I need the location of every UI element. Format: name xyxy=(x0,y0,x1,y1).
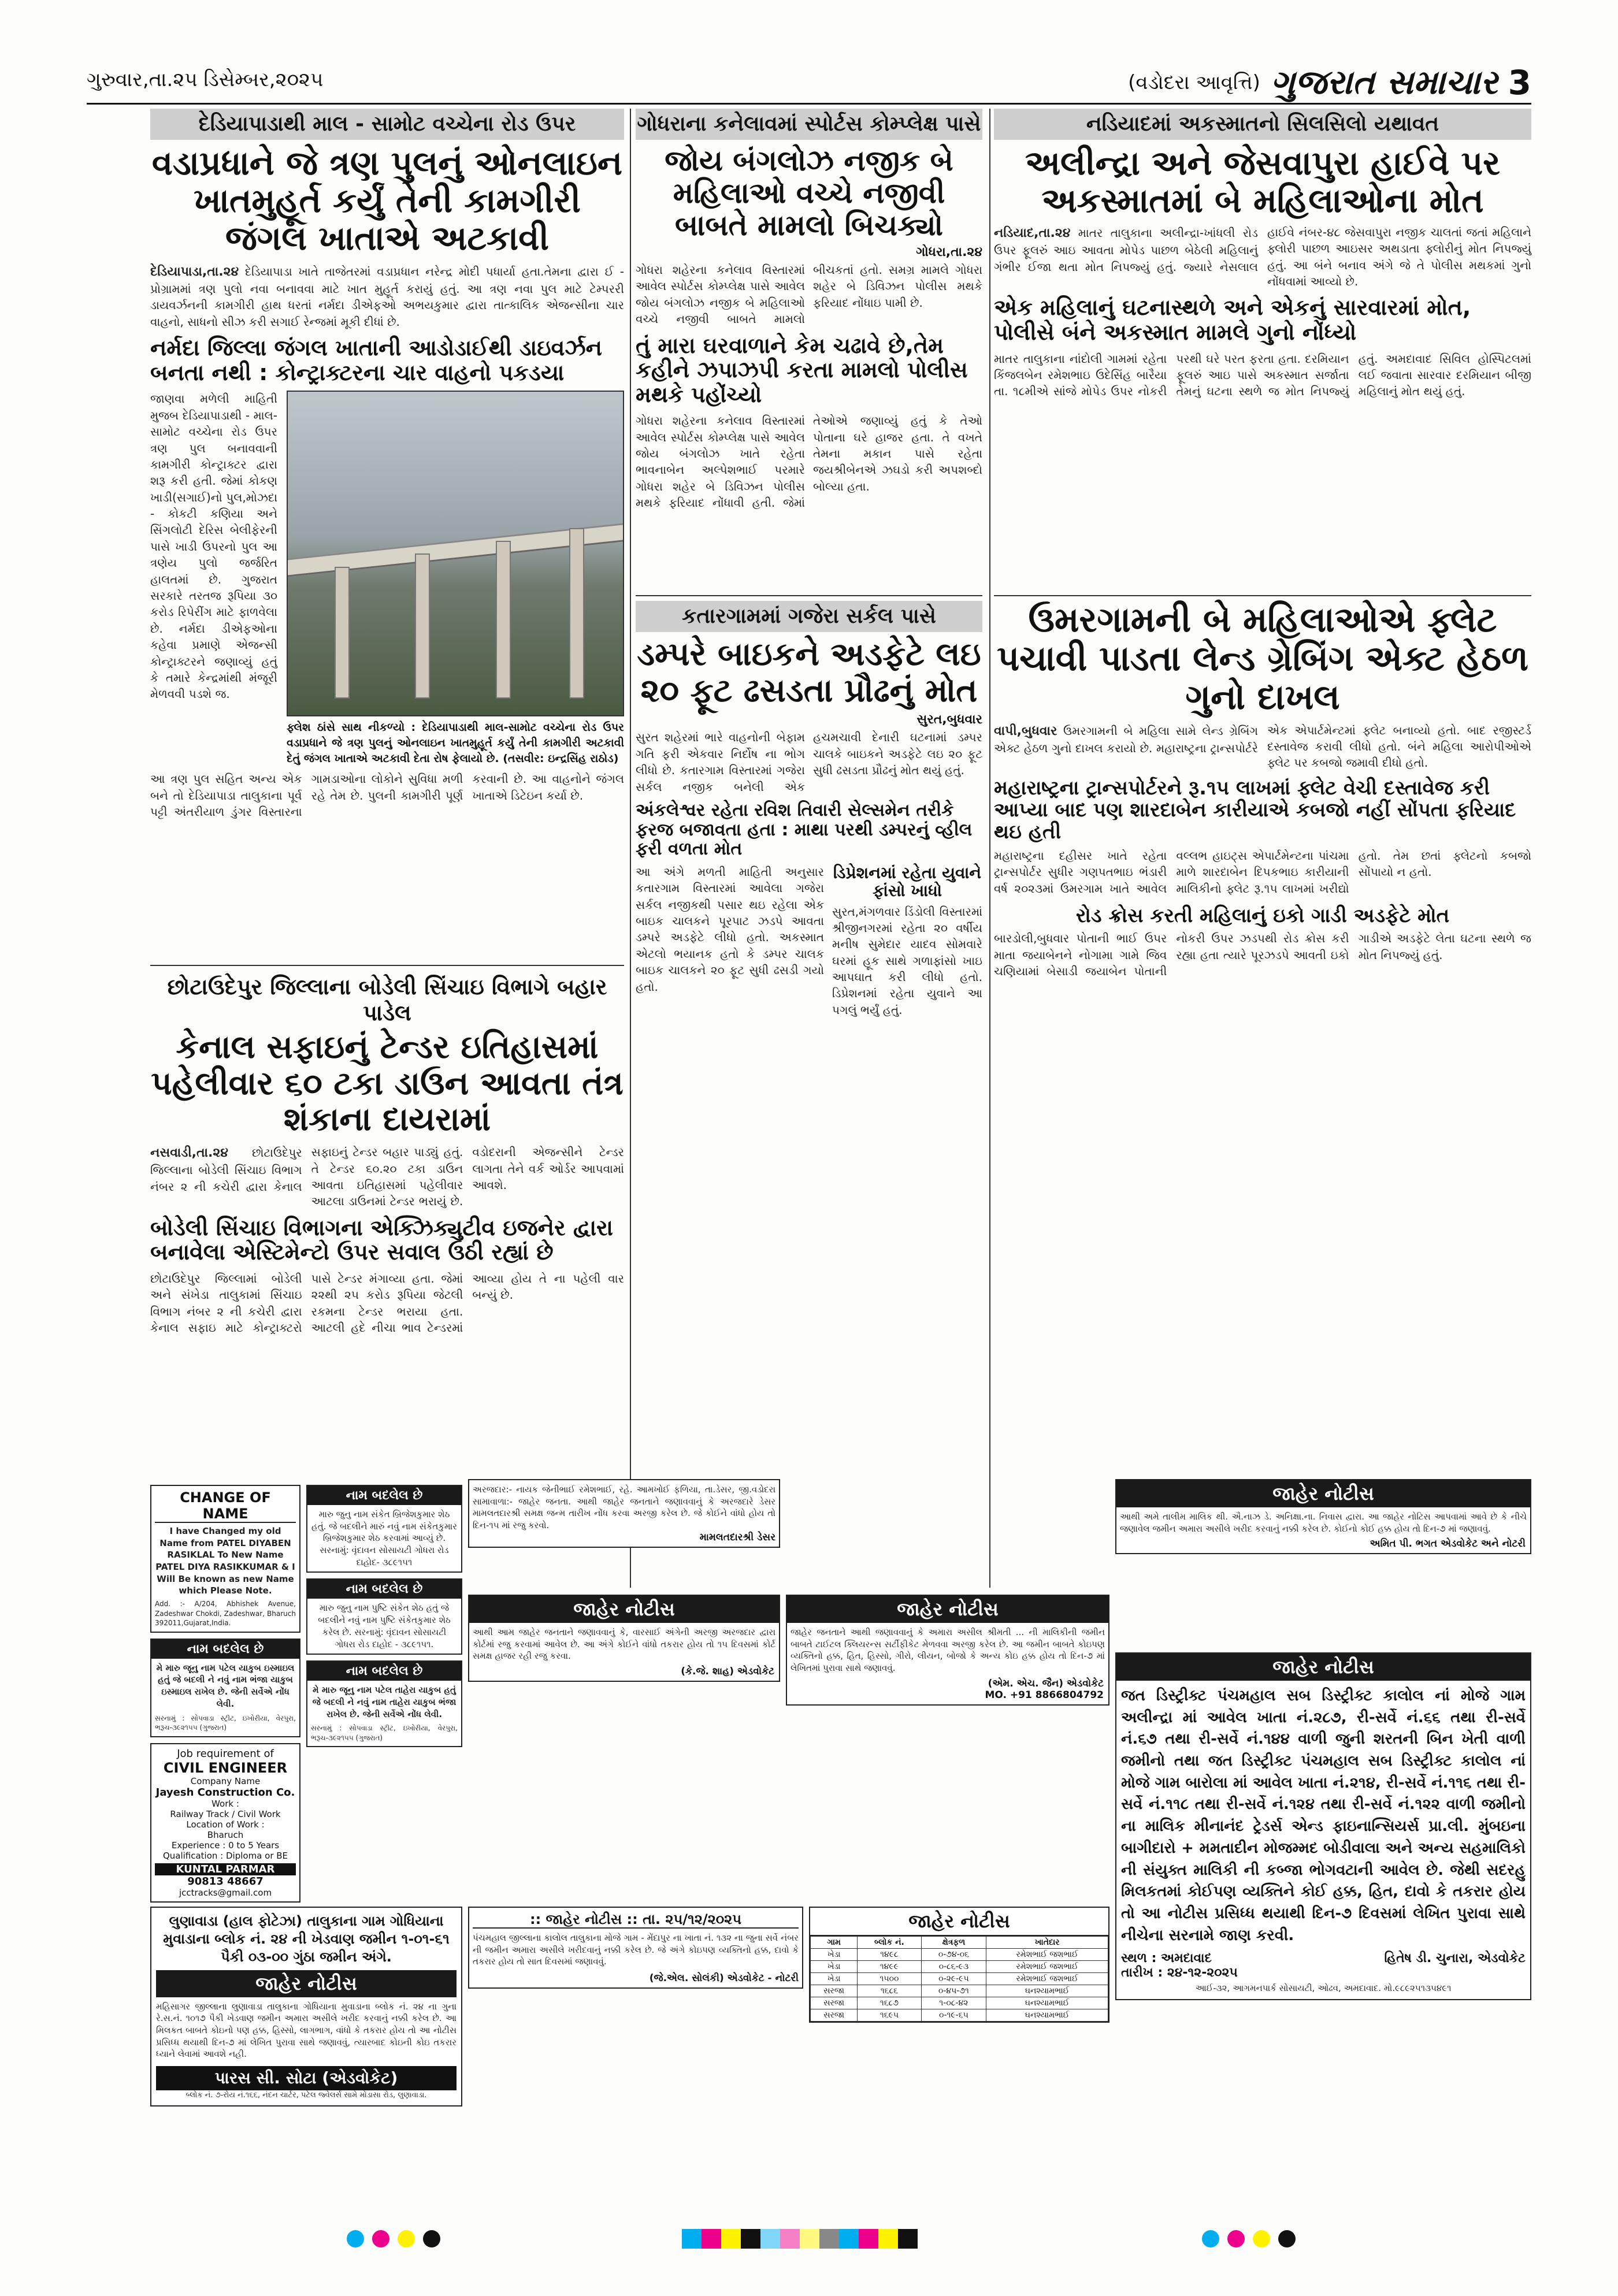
bridge-photo xyxy=(287,391,624,716)
story-subhead: નર્મદા જિલ્લા જંગલ ખાતાની આડોડાઈથી ડાઇવર્ઝન બનતા નથી : કોન્ટ્રાક્ટરના ચાર વાહનો પકડયા xyxy=(150,335,602,385)
ad-title: નામ બદલેલ છે xyxy=(307,1580,461,1599)
table-cell: ૧૬૮૬ xyxy=(858,1985,921,1997)
notice-address: બ્લોક નં. ૭-રોય નં.૧૬૬, નંદન ચાર્ટર, પટેલ જ્વેલર્સ સામે મોડાસા રોડ, લુણાવાડા. xyxy=(185,2091,427,2100)
ad-address: Add. :- A/204, Abhishek Avenue, Zadeshwar Chokdi, Zadeshwar, Bharuch 392011,Gujarat,India. xyxy=(155,1600,296,1628)
story-kicker: છોટાઉદેપુર જિલ્લાના બોડેલી સિંચાઇ વિભાગે બહાર પાડેલ xyxy=(167,974,607,1026)
job-title: Job requirement of xyxy=(177,1747,274,1760)
story-body: આ ત્રણ પુલ સહિત અન્ય એક બને તો દેડિયાપાડા તાલુકાના પૂર્વ પટ્ટી અંતરીયાળ ડુંગર વિસ્તારના ગામડાઓના લોકોને સુવિધા મળી રહે તેમ છે. પુલની કામગીરી પૂર્ણ કરવાની છે. આ વાહનોને જંગલ ખાતાએ ડિટેઇન કર્યા છે. xyxy=(150,772,624,819)
notice-body: પંચમહાલ જીલ્લાના કાલોલ તાલુકાના મોજે ગામ - મેંદાપુર ના ખાતા નં. ૧૩૨ ના જુના સર્વે નંબર ની જમીન અમારા અસીલે ખરીદવાનું નક્કી કરેલ છે. જે અંગે કોઇપણ વ્યક્તિનો હક્ક, દાવો કે તકરાર હોય તો સાત દિવસમાં જણાવવું. xyxy=(473,1933,799,1967)
table-cell: સરજા xyxy=(811,2009,858,2022)
job-work: Railway Track / Civil Work xyxy=(170,1808,281,1819)
top-right-notice xyxy=(1115,1479,1531,1554)
side-story-headline: રોડ ક્રોસ કરતી મહિલાનું ઇકો ગાડી અડફેટે મોત xyxy=(1075,904,1450,928)
section-divider xyxy=(636,595,982,596)
notice-signature: પારસ સી. સોટા (એડવોકેટ) xyxy=(156,2066,457,2090)
story-dateline: નડિયાદ,તા.૨૪ xyxy=(994,225,1071,240)
notice-address: આઈ-૩૨, આગમનપાર્ક સોસાયટી, ઓઢવ, અમદાવાદ. મો.૯૮૯૨૫૧૩૫૪૯૧ xyxy=(1195,1983,1452,1994)
name-change-ad xyxy=(306,1660,462,1747)
story-subhead: તું મારા ઘરવાળાને કેમ ચઢાવે છે,તેમ કહીને ઝપાઝપી કરતા મામલો પોલીસ મથકે પહોંચ્યો xyxy=(636,332,968,407)
story-headline: અલીન્દ્રા અને જેસવાપુરા હાઈવે પર અકસ્માતમાં બે મહિલાઓના મોત xyxy=(1025,143,1501,220)
story-body: માતર તાલુકાના અલીન્દ્રા-ખાંધલી રોડ ઉપર ફૂલરું આઇ આવતા મોપેડ પાછળ બેઠેલી મહિલાનું ગંભીર ઈજા થતા મોત નિપજ્યું હતું. જ્યારે નેસલાલ હાઈવે નંબર-૪૮ જેસવાપુરા નજીક ચાલતાં જતાં મહિલાને ફ્લોરી પાછળ આઇસર અથડાતા ફ્લોરીનું મોત નિપજ્યું હતું. આ બંને બનાવ અંગે જે તે પોલીસ મથકમાં ગુનો નોંધવામાં આવ્યો છે. xyxy=(994,225,1531,289)
black-dot xyxy=(423,2230,440,2247)
masthead-date: ગુરુવાર,તા.૨૫ ડિસેમ્બર,૨૦૨૫ xyxy=(87,68,324,91)
notice-body: જાહેર જનતાને આથી જણાવવાનું કે અમારા અસીલ શ્રીમતી ... ની માલિકીની જમીન બાબતે ટાઈટલ ક્લિયરન્સ સર્ટીફીકેટ મેળવવા અરજી કરેલ છે. આ જમીન બાબતે કોઇપણ વ્યક્તિનો હક્ક, હિત, હિસ્સો, ગીરો, લીયન, બોજો કે અન્ય કોઇ હક્ક હોય તો દિન-૭ માં લેખિતમાં પુરાવા સાથે જણાવવું. xyxy=(791,1627,1105,1674)
story-canal xyxy=(150,971,624,1336)
table-cell: ખેડા xyxy=(811,1961,858,1973)
masthead-rule xyxy=(87,103,1531,105)
table-row xyxy=(811,1997,1108,2009)
color-bar xyxy=(682,2229,918,2249)
story-dateline: ગોધરા,તા.૨૪ xyxy=(916,245,982,259)
photo-caption: ફ્લેશ ઠાંસે સાથ નીકળ્યો : દેડિયાપાડાથી માલ-સામોટ વચ્ચેના રોડ ઉપર વડાપ્રધાને જે ત્રણ પુલનું ઓનલાઇન ખાતમુહૂર્ત કર્યું તેની કામગીરી અટકાવી દેતું જંગલ ખાતાએ અટકાવી દેતા રોષ ફેલાયો છે. (તસવીર: ઇન્દ્રસિંહ રાઠોડ) xyxy=(287,721,624,765)
edition-label: (વડોદરા આવૃત્તિ) xyxy=(1128,70,1260,94)
notice-signature: અમિત પી. ભગત એડવોકેટ અને નોટરી xyxy=(1370,1538,1526,1550)
table-cell: રમેશભાઈ જશભાઈ xyxy=(986,1949,1108,1961)
story-godhra xyxy=(636,109,982,511)
panchmahal-notice xyxy=(468,1907,803,1989)
story-dateline: વાપી,બુધવાર xyxy=(994,723,1057,738)
story-subhead: એક મહિલાનું ઘટનાસ્થળે અને એકનું સારવારમાં મોત, પોલીસે બંને અકસ્માત મામલે ગુનો નોંધ્યો xyxy=(994,295,1471,345)
story-headline: કેનાલ સફાઇનું ટેન્ડર ઇતિહાસમાં પહેલીવાર ૬૦ ટકા ડાઉન આવતા તંત્ર શંકાના દાયરામાં xyxy=(151,1028,624,1139)
story-body: છોટાઉદેપુર જિલ્લામાં બોડેલી અને સંખેડા તાલુકામાં સિંચાઇ વિભાગ નંબર ૨ ની કચેરી દ્વારા કેનાલ સફાઇ માટે કોન્ટ્રાક્ટરો પાસે ટેન્ડર મંગાવ્યા હતા. જેમાં ૨૨થી ૨૫ કરોડ રૂપિયા જેટલી રકમના ટેન્ડર ભરાયા હતા. આટલી હદે નીચા ભાવ ટેન્ડરમાં આવ્યા હોય તે ના પહેલી વાર બન્યું છે. xyxy=(150,1271,624,1335)
story-kicker: નડિયાદમાં અકસ્માતનો સિલસિલો યથાવત xyxy=(994,109,1531,140)
table-header: ક્ષેત્રફળ xyxy=(921,1937,986,1949)
table-cell: ૧૬૯૫ xyxy=(858,2009,921,2022)
name-change-ad xyxy=(306,1578,462,1655)
table-cell: ૧૫૦૦ xyxy=(858,1973,921,1985)
notice-signature: (કે.જે. શાહ) એડવોકેટ xyxy=(681,1666,774,1678)
notice-signature: (એમ. એચ. જૈન) એડવોકેટ xyxy=(988,1677,1104,1689)
story-headline: ઉમરગામની બે મહિલાઓએ ફ્લેટ પચાવી પાડતા લેન્ડ ગ્રેબિંગ એક્ટ હેઠળ ગુનો દાખલ xyxy=(997,600,1528,718)
cyan-dot xyxy=(347,2230,364,2247)
ad-address: સરનામું : સોપવાડા સ્ટ્રીટ, ઇખોરીયા, વેરપુરા, ભરૂચ-૩૯૨૧૫૫ (ગુજરાત) xyxy=(311,1724,458,1742)
story-surat xyxy=(636,601,982,1018)
job-company: Jayesh Construction Co. xyxy=(155,1786,295,1799)
anand-court-notice xyxy=(468,1595,780,1682)
story-subhead: મહારાષ્ટ્રના ટ્રાન્સપોર્ટરને રૂ.૧૫ લાખમાં ફ્લેટ વેચી દસ્તાવેજ કરી આપ્યા બાદ પણ શારદાબેન કારીયાએ કબજો નહીં સોંપતા ફરિયાદ થઇ હતી xyxy=(994,776,1516,844)
notice-signature: (જે.એલ. સોલંકી) એડવોકેટ - નોટરી xyxy=(649,1972,799,1985)
story-dateline: સુરત,બુધવાર xyxy=(916,712,982,727)
story-body: આ અંગે મળતી માહિતી અનુસાર કતારગામ વિસ્તારમાં આવેલા ગજેરા સર્કલ નજીકથી પસાર થઇ રહેલા એક બાઇક ચાલકને પૂરપાટ ઝડપે આવતા ડમ્પરે અડફેટે લીધો હતો. અકસ્માત એટલો ભયાનક હતો કે ડમ્પર ચાલક બાઇક ચાલકને ૨૦ ફૂટ સુધી ઢસડી ગયો હતો. xyxy=(636,864,824,994)
job-work-label: Work : xyxy=(211,1798,239,1809)
story-body: છોટાઉદેપુર જિલ્લાના બોડેલી સિંચાઇ વિભાગ નંબર ૨ ની કચેરી દ્વારા કેનાલ સફાઇનું ટેન્ડર બહાર પાડ્યું હતું. તે ટેન્ડર ૬૦.૨૦ ટકા ડાઉન આવતા ઇતિહાસમાં પહેલીવાર આટલા ડાઉનમાં ટેન્ડર ભરાયું છે. વડોદરાની એજન્સીને ટેન્ડર લાગતા તેને વર્ક ઓર્ડર આપવામાં આવશે. xyxy=(150,1145,624,1209)
notice-signature: હિતેષ ડી. ચુનારા, એડવોકેટ xyxy=(1384,1951,1526,1966)
table-row xyxy=(811,1961,1108,1973)
table-cell: ૦-૨૯-૯૫ xyxy=(921,1973,986,1985)
story-body: મહારાષ્ટ્રના દહીસર ખાતે રહેતા ટ્રાન્સપોર્ટર સુધીર ગણપતભાઇ ભંડારી વર્ષ ૨૦૨૩માં ઉમરગામ ખાતે આવેલ વલ્લભ હાઇટ્સ એપાર્ટમેન્ટના પાંચમા માળે શારદાબેન દિપકભાઇ કારીયાની માલિકીનો ફ્લેટ રૂ.૧૫ લાખમાં ખરીદ્યો હતો. તેમ છતાં ફ્લેટનો કબજો સોંપાયો ન હતો. xyxy=(994,848,1531,896)
job-ad xyxy=(150,1743,300,1903)
job-phone: 90813 48667 xyxy=(187,1875,264,1888)
notice-title: જાહેર નોટીસ xyxy=(156,1970,457,1997)
notice-title: :: જાહેર નોટીસ :: તા. ૨૫/૧૨/૨૦૨૫ xyxy=(473,1911,799,1929)
yellow-dot xyxy=(398,2230,415,2247)
side-story-body: સુરત,મંગળવાર ડિંડોલી વિસ્તારમાં શ્રીજીનગરમાં રહેતા ૨૦ વર્ષીય મનીષ સુમેદાર યાદવ સોમવારે ઘરમાં હૂક સાથે ગળાફાંસો ખાઇ આપઘાત કરી લીધો હતો. ડિપ્રેશનમાં રહેતા યુવાને આ પગલું ભર્યું હતું. xyxy=(832,904,982,1017)
masthead-right xyxy=(1128,62,1531,102)
land-table xyxy=(810,1936,1108,2022)
table-header: ખાતેદાર xyxy=(986,1937,1108,1949)
big-land-notice xyxy=(1115,1652,1531,2000)
job-role: CIVIL ENGINEER xyxy=(163,1759,288,1776)
table-cell: સરજા xyxy=(811,1997,858,2009)
story-body: સુરત શહેરમાં ભારે વાહનોની બેફામ ગતિ ફરી એકવાર નિર્દોષ ના ભોગ લીધો છે. કતારગામ વિસ્તારમાં ગજેરા સર્કલ નજીક બનેલી એક હચમચાવી દેનારી ઘટનામાં ડમ્પર ચાલકે બાઇકને અડફેટે લઇ ૨૦ ફૂટ સુધી ઢસડતા પ્રૌઢનું મોત થયું હતું. xyxy=(636,730,982,794)
notice-header: લુણાવાડા (હાલ ફોટેઝા) તાલુકાના ગામ ગોધિયાના મુવાડાના બ્લોક નં. ૨૪ ની ખેડવાણ જમીન ૧-૦૧-૬૧ પૈકી ૦૩-૦૦ ગુંઠા જમીન અંગે. xyxy=(163,1913,450,1966)
story-headline: જોય બંગલોઝ નજીક બે મહિલાઓ વચ્ચે નજીવી બાબતે મામલો બિચક્યો xyxy=(665,144,953,242)
paper-name: ગુજરાત સમાચાર xyxy=(1270,62,1498,102)
ad-column xyxy=(150,1485,300,1903)
notice-body: આથી આમ જાહેર જનતાને જણાવવાનું કે, વારસાઈ અંગેની અરજી અરજદાર દ્વારા કોર્ટમાં રજુ કરવામાં આવેલ છે. આ અંગે કોઈને વાંધો તકરાર હોય તો ૧૫ દિવસમાં કોર્ટ સમક્ષ હાજર રહી રજુ કરવા. xyxy=(473,1627,775,1662)
table-cell: ૧૪૯૯ xyxy=(858,1961,921,1973)
ad-title: નામ બદલેલ છે xyxy=(151,1640,299,1659)
table-cell: ૦-૧૯-૬૫ xyxy=(921,2009,986,2022)
table-cell: ૧-૦૮-૪૨ xyxy=(921,1997,986,2009)
ad-address: સરનામું : સોપવાડા સ્ટ્રીટ, ઇખોરીયા, વેરપુરા, ભરૂચ-૩૯૨૧૫૫ (ગુજરાત) xyxy=(155,1714,296,1732)
section-divider xyxy=(994,595,1531,596)
table-cell: રમેશભાઈ જશભાઈ xyxy=(986,1973,1108,1985)
name-change-ad xyxy=(150,1639,300,1737)
story-headline: ડમ્પરે બાઇકને અડફેટે લઇ ૨૦ ફૂટ ઢસડતા પ્રૌઢનું મોત xyxy=(637,636,981,709)
story-dateline: નસવાડી,તા.૨૪ xyxy=(150,1146,228,1161)
job-experience: Experience : 0 to 5 Years xyxy=(171,1840,280,1851)
table-cell: ૧૬૮૭ xyxy=(858,1997,921,2009)
story-dateline: દેડિયાપાડા,તા.૨૪ xyxy=(150,264,239,279)
cyan-dot xyxy=(1202,2230,1219,2247)
table-header: બ્લોક નં. xyxy=(858,1937,921,1949)
ahmedabad-land-notice xyxy=(786,1595,1109,1706)
notice-place: સ્થળ : અમદાવાદ xyxy=(1121,1951,1212,1966)
table-cell: ૦-૭૪-૦૬ xyxy=(921,1949,986,1961)
ad-title: CHANGE OF NAME xyxy=(155,1489,296,1523)
story-umargam xyxy=(994,601,1531,979)
table-cell: ઘનશ્યામભાઈ xyxy=(986,1997,1108,2009)
story-kicker: દેડિયાપાડાથી માલ - સામોટ વચ્ચેના રોડ ઉપર xyxy=(150,109,624,140)
ad-title: નામ બદલેલ છે xyxy=(307,1486,461,1505)
magenta-dot xyxy=(372,2230,389,2247)
story-body: ગોધરા શહેરના કનેલાવ વિસ્તારમાં આવેલ સ્પોર્ટસ કોમ્પ્લેક્ષ પાસે આવેલ જોય બંગલોઝ ખાતે રહેતા ભાવનાબેન અલ્પેશભાઈ પરમારે ગોધરા શહેર બે ડિવિઝન પોલીસ મથકે ફરિયાદ નોંધાવી હતી. જેમાં તેઓએ જણાવ્યું હતું કે તેઓ પોતાના ઘરે હાજર હતા. તે વખતે તેમના મકાન પાસે રહેતા જયશ્રીબેનએ ઝઘડો કરી અપશબ્દો બોલ્યા હતા. xyxy=(636,414,982,510)
notice-title: જાહેર નોટીસ xyxy=(1116,1654,1530,1681)
table-header: ગામ xyxy=(811,1937,858,1949)
name-change-ad xyxy=(306,1485,462,1573)
notice-date: તારીખ : ૨૪-૧૨-૨૦૨૫ xyxy=(1121,1966,1238,1981)
yellow-dot xyxy=(1253,2230,1270,2247)
notice-phone: MO. +91 8866804792 xyxy=(985,1689,1104,1701)
notice-body: મહિસાગર જીલ્લાના લુણાવાડા તાલુકાના ગોધિયાના મુવાડાના બ્લોક નં. ૨૪ ના ગુના રે.સ.નં. ૧૦૧૭ પૈકી ખેડવાણ જમીન અમારા અસીલે ખરીદ કરવાનું નક્કી કરેલ છે. આ મિલકત બાબતે કોઇનો પણ હક્ક, હિસ્સો, લાગભાગ, વાંધો કે તકરાર હોય તો આ નોટીસ પ્રસિધ્ધ થયાથી દિન-૭ માં લેખિત પુરાવા સાથે જણાવવું, ત્યારબાદ કોઇની કોઇ તકરાર ધ્યાને લેવામાં આવશે નહી. xyxy=(156,2001,457,2060)
notice-title: જાહેર નોટીસ xyxy=(469,1596,779,1623)
table-cell: ઘનશ્યામભાઈ xyxy=(986,2009,1108,2022)
story-kicker: કતારગામમાં ગજેરા સર્કલ પાસે xyxy=(636,601,982,632)
story-body: માતર તાલુકાના નાંદોલી ગામમાં રહેતા કિંજલબેન રમેશભાઇ ઉદેસિંહ બારૈયા તા. ૧૮મીએ સાંજે મોપેડ ઉપર નોકરી પરથી ઘરે પરત ફરતા હતા. દરમિયાન ફૂલરું આઇ પાસે અકસ્માત સર્જાતા તેમનું ઘટના સ્થળે જ મોત નિપજ્યું હતું. અમદાવાદ સિવિલ હોસ્પિટલમાં લઈ જવાતા સારવાર દરમિયાન બીજી મહિલાનું મોત થયું હતું. xyxy=(994,351,1531,399)
job-qualification: Qualification : Diploma or BE xyxy=(162,1850,288,1861)
magenta-dot xyxy=(1227,2230,1245,2247)
table-cell: ૦-૪૫-૭૧ xyxy=(921,1985,986,1997)
notice-body: અરજદાર:- નાયક જેનીભાઈ રમેશભાઈ, રહે. આમખોઈ ફળિયા, તા.ડેસર, જી.વડોદરા સામાવાળા:- જાહેર જનતા. આથી જાહેર જનતાને જણાવવાનું કે અરજદારે ડેસર મામલતદારશ્રી સમક્ષ જન્મ તારીખ નોંધ કરવા અરજી કરેલ છે. જે કોઈને વાંધો હોય તો દિન-૧૫ માં રજુ કરવો. xyxy=(473,1484,775,1531)
desar-notice xyxy=(468,1479,780,1548)
ad-text: મે મારુ જૂનુ નામ પટેલ યાકુબ ઇસ્માઇલ હતું જે બદલી ને નવું નામ ભંજા યાકુબ ઇસ્માઇલ રાખેલ છે. જેની સર્વેએ નોંધ લેવી. xyxy=(156,1662,295,1709)
table-cell: સરજા xyxy=(811,1985,858,1997)
side-story-headline: ડિપ્રેશનમાં રહેતા યુવાને ફાંસો ખાધો xyxy=(833,863,982,901)
job-location-label: Location of Work : xyxy=(186,1819,265,1830)
notice-signature: મામલતદારશ્રી ડેસર xyxy=(699,1531,775,1543)
registration-dots xyxy=(347,2230,440,2247)
section-divider xyxy=(150,965,624,966)
story-body: ગોધરા શહેરના કનેલાવ વિસ્તારમાં આવેલ સ્પોર્ટસ કોમ્પ્લેક્ષ પાસે આવેલ જોય બંગલોઝ નજીક બે મહિલાઓ વચ્ચે નજીવી બાબતે મામલો બીચકતાં હતો. સમગ્ર મામલે ગોધરા શહેર બે ડિવિઝન પોલીસ મથકે ફરિયાદ નોંધાઇ પામી છે. xyxy=(636,263,982,326)
change-of-name-ad xyxy=(150,1485,300,1633)
table-row xyxy=(811,1949,1108,1961)
story-kicker: ગોધરાના કનેલાવમાં સ્પોર્ટસ કોમ્પ્લેક્ષ પાસે xyxy=(636,109,982,140)
registration-dots xyxy=(1202,2230,1296,2247)
table-cell: ખેડા xyxy=(811,1973,858,1985)
story-nadiad xyxy=(994,109,1531,400)
notice-body: આથી અમે તાલીમ માલિક થી. ઐ.નાઝ ડે. અનિક્ષા.ના. નિવાસ દ્વારા. આ જાહેર નોટિસ આપવામાં આવે છે કે નીચે જણાવેલ જમીન અમારા અસીલે ખરીદ કરવાનું નક્કી કરેલ છે. કોઈનો કોઈ હક્ક હોય તો દિન-૭ માં જણાવવું. xyxy=(1120,1511,1527,1534)
column-divider xyxy=(989,109,990,1588)
story-subhead: અંકલેશ્વર રહેતા રવિશ તિવારી સેલ્સમેન તરીકે ફરજ બજાવતા હતા : માથા પરથી ડમ્પરનું વ્હીલ ફરી વળતા મોત xyxy=(636,800,973,860)
notice-title: જાહેર નોટીસ xyxy=(1116,1480,1530,1507)
notice-title: જાહેર નોટીસ xyxy=(787,1596,1108,1623)
ad-text: મે મારુ જૂનુ નામ પટેલ તાહેરા યાકુબ હતું જે બદલી ને નવું નામ તાહેરા યાકુબ ભંજા રાખેલ છે. જેની સર્વેએ નોંધ લેવી. xyxy=(312,1685,457,1719)
story-subhead: બોડેલી સિંચાઇ વિભાગના એક્ઝિક્યુટીવ ઇજનેર દ્વારા બનાવેલા એસ્ટિમેન્ટો ઉપર સવાલ ઉઠી રહ્યાં છે xyxy=(150,1214,613,1265)
ad-title: નામ બદલેલ છે xyxy=(307,1662,461,1681)
job-contact: KUNTAL PARMAR xyxy=(155,1863,296,1875)
story-bridge xyxy=(150,109,624,820)
table-cell: ૦-૮૬-૯૩ xyxy=(921,1961,986,1973)
ad-text: મારુ જુનુ નામ સંકેત બ્રિજેશકુમાર શેઠ હતું. જે બદલીને મારું નવું નામ સંકેતકુમાર બ્રિજેશકુમાર શેઠ કરવામાં આવ્યું છે. સરનામું: વૃંદાવન સોસાયટી ગોધરા રોડ દાહોદ- ૩૮૯૧૫૧ xyxy=(311,1509,457,1567)
table-cell: ઘનશ્યામભાઈ xyxy=(986,1985,1108,1997)
story-body: જાણવા મળેલી માહિતી મુજબ દેડિયાપાડાથી - માલ-સામોટ વચ્ચેના રોડ ઉપર ત્રણ પુલ બનાવવાની કામગીરી કોન્ટ્રાક્ટર દ્વારા શરૂ કરી હતી. જેમાં કોકણ ખાડી(સગાઈ)નો પુલ,મોઝદા - કોકટી કણિયા અને સિંગલોટી દેરિસ બેલીફેરની પાસે ખાડી ઉપરનો પુલ આ ત્રણેય પુલો જર્જરિત હાલતમાં છે. ગુજરાત સરકારે તરતજ રૂપિયા ૩૦ કરોડ રિપેરીંગ માટે ફાળવેલા છે. નર્મદા ડીએફઓના કહેવા પ્રમાણે એજન્સી કોન્ટ્રાક્ટરને જણાવ્યું હતું કે તમારે કેન્દ્રમાંથી મંજૂરી મેળવવી પડશે જ. xyxy=(150,392,277,701)
lunavada-notice xyxy=(150,1907,462,2106)
table-row xyxy=(811,2009,1108,2022)
job-email: jcctracks@gmail.com xyxy=(179,1887,272,1898)
table-cell: ૧૪૯૮ xyxy=(858,1949,921,1961)
table-row xyxy=(811,1985,1108,1997)
ad-text: I have Changed my old Name from PATEL DIYABEN RASIKLAL To New Name PATEL DIYA RASIKKUMAR & I Will Be known as new Name which Please Note. xyxy=(155,1526,295,1596)
story-body: ઉમરગામની બે મહિલા સામે લેન્ડ ગ્રેબિંગ એક્ટ હેઠળ ગુનો દાખલ કરાયો છે. મહારાષ્ટ્રના ટ્રાન્સપોર્ટરે એક એપાર્ટમેન્ટમાં ફ્લેટ બનાવ્યો હતો. બાદ રજીસ્ટર્ડ દસ્તાવેજ કરાવી લીધો હતો. બંને મહિલા આરોપીઓએ ફ્લેટ પર કબજો જમાવી દીધો હતો. xyxy=(994,723,1531,770)
job-company-label: Company Name xyxy=(190,1775,261,1786)
column-divider xyxy=(630,109,631,1588)
table-cell: ખેડા xyxy=(811,1949,858,1961)
land-table-notice xyxy=(809,1907,1109,2023)
job-location: Bharuch xyxy=(207,1829,244,1840)
side-story-body: બારડોલી,બુધવાર પોતાની ભાઈ ઉપર માતા જયાબેનને નોગામા ગામે જિવ ચણિયામાં બેસાડી જયાબેન પોતાની નોકરી ઉપર ઝડપથી રોડ ક્રોસ કરી રહ્યા હતા ત્યારે પૂરઝડપે આવતી ઇકો ગાડીએ અડફેટે લેતા ઘટના સ્થળે જ મોત નિપજ્યું હતું. xyxy=(994,931,1531,978)
table-cell: રમેશભાઈ જશભાઈ xyxy=(986,1961,1108,1973)
ad-column-2 xyxy=(306,1485,462,1747)
notice-title: જાહેર નોટીસ xyxy=(810,1908,1108,1936)
table-row xyxy=(811,1973,1108,1985)
ad-text: મારુ જુનુ નામ પુષ્ટિ સંકેત શેઠ હતું જે બદલીને નવું નામ પુષ્ટિ સંકેતકુમાર શેઠ કરેલ છે. સરનામું: વૃંદાવન સોસાયટી ગોધરા રોડ દાહોદ - ૩૮૯૧૫૧. xyxy=(318,1603,451,1649)
story-headline: વડાપ્રધાને જે ત્રણ પુલનું ઓનલાઇન ખાતમુહૂર્ત કર્યું તેની કામગીરી જંગલ ખાતાએ અટકાવી xyxy=(151,143,623,258)
story-body: દેડિયાપાડા ખાતે તાજેતરમાં વડાપ્રધાન નરેન્દ્ર મોદી પધાર્યા હતા.તેમના દ્વારા ઈ - પ્રોગ્રામમાં ત્રણ પુલો નવા બનાવવા માટે ખાત મુહૂર્ત કરાયું હતું. આ ત્રણ નવા પુલ માટે ટેમ્પરરી ડાયવર્ઝનની કામગીરી હાથ ધરતાં નર્મદા ડીએફઓ અભયકુમાર દ્વારા તાત્કાલિક એજન્સીના ચાર વાહનો, સાધનો સીઝ કરી સગાઈ રેન્જમાં મૂકી દીધાં છે. xyxy=(150,264,625,329)
page-number: 3 xyxy=(1508,62,1531,102)
black-dot xyxy=(1278,2230,1296,2247)
notice-body: જત ડિસ્ટ્રીક્ટ પંચમહાલ સબ ડિસ્ટ્રીક્ટ કાલોલ નાં મોજે ગામ અલીન્દ્રા માં આવેલ ખાતા નં.૨૮૭, રી-સર્વે નં.૬૬ તથા રી-સર્વે નં.૬૭ તથા રી-સર્વે નં.૧૪૪ વાળી જુની શરતની બિન ખેતી વાળી જમીનો તથા જત ડિસ્ટ્રીક્ટ પંચમહાલ સબ ડિસ્ટ્રીક્ટ કાલોલ નાં મોજે ગામ બારોલા માં આવેલ ખાતા નં.૨૧૪, રી-સર્વે નં.૧૧૬ તથા રી-સર્વે નં.૧૧૮ તથા રી-સર્વે નં.૧૨૪ તથા રી-સર્વે નં.૧૨૨ વાળી જમીનો ના માલિક મીનાનંદ ટ્રેડર્સ એન્ડ ફાઇનાન્સિયર્સ પ્રા.લી. મુંબઇના બાગીદારો + મમતાદીન મોજમ્મદ બોડીવાલા અને અન્ય સહમાલિકો ની સંયુક્ત માલિકી ની કબ્જા ભોગવટાની આવેલ છે. જેથી સદરહુ મિલકતમાં કોઈપણ વ્યક્તિને કોઈ હક્ક, હિત, દાવો કે તકરાર હોય તો આ નોટીસ પ્રસિધ્ધ થયાથી દિન-૭ દિવસમાં લેખિત પુરાવા સાથે નીચેના સરનામે જાણ કરવી. xyxy=(1121,1687,1526,1944)
